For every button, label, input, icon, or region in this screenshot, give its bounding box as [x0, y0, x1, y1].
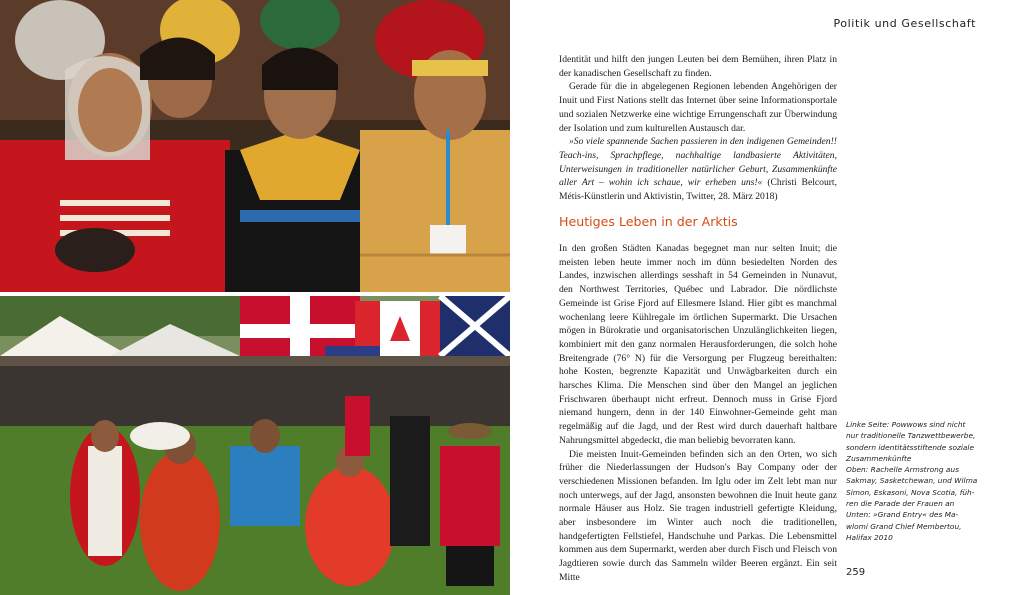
paragraph: Die meisten Inuit-Gemeinden befinden sich an den Orten, wo sich früher die Niederlassungen der Hudson's Bay Company oder der verschiedenen Missionen befanden. Im Iglu oder im Zelt lebt man nur noch unterwegs, auf der Jagd, ansonsten bewohnen die Inuit heute ganz normale Häuser aus Holz. Sie tragen industriell gefertigte Kleidung, aber insbesondere im Winter auch noch die traditionellen, handgefertigten Fellstiefel, Handschuhe und Parkas. Die Lebensmittel kommen aus dem Supermarkt, werden aber durch Fisch und Fleisch von Jagdtieren sowie durch das Sammeln wilder Beeren ergänzt. Ein seit Mitte	[559, 448, 837, 583]
quote	[559, 135, 837, 204]
caption-line: sondern identitätsstiftende soziale	[846, 442, 975, 452]
caption-line: ren die Parade der Frauen an	[846, 499, 955, 509]
caption-line: Sakmay, Sasketchewan, und Wilma	[846, 476, 978, 486]
page-number: 259	[846, 567, 866, 578]
caption-line: Linke Seite: Powwows sind nicht	[846, 420, 966, 429]
paragraph: Gerade für die in abgelegenen Regionen lebenden Angehörigen der Inuit und First Nations stellt das Internet über seine Informationsportale und sozialen Netzwerke eine wichtige Errungenschaft zur Überwindung der Isolation und zum kulturellen Austausch dar.	[559, 81, 837, 134]
caption-line: Oben: Rachelle Armstrong aus	[846, 465, 959, 475]
photo-caption	[846, 419, 984, 543]
running-head: Politik und Gesellschaft	[833, 17, 976, 30]
quote-text: »So viele spannende Sachen passieren in den indigenen Gemeinden!! Teach-ins, Sprachpflege, nachhaltige landbasierte Aktivitäten, Unterweisungen in traditioneller natürlicher Geburt, Zusammenkünfte aller Art – wohin ich schaue, wir erheben uns!«	[559, 136, 837, 189]
photo-grand-entry-dancers-flags	[0, 296, 510, 595]
caption-line: Simon, Eskasoni, Nova Scotia, füh-	[846, 487, 975, 497]
paragraph: In den großen Städten Kanadas begegnet man nur selten Inuit; die meisten leben heute immer noch im dünn besiedelten Norden des Landes, inzwischen allerdings sesshaft in 54 Gemeinden in Nunavut, den Northwest Territories, Québec und Labrador. Die nördlichste Gemeinde ist Grise Fjord auf Ellesmere Island. Hier gibt es manchmal wochenlang leere Kühlregale im örtlichen Supermarkt. Die Ursachen mögen in Bürokratie und organisatorischen Unzulänglichkeiten liegen, kombiniert mit den ganz normalen Herausforderungen, die solch hohe Breitengrade (76° N) für die Versorgung per Flugzeug bereithalten: hohe Kosten, begrenzte Kapazität und Unwägbarkeiten durch ein harsches Klima. Die Menschen sind über den Mangel an jeglichen Frischwaren überhaupt nicht erfreut. Dennoch muss in Grise Fjord niemand hungern, denn in der 140 Einwohner-Gemeinde geht man regelmäßig auf die Jagd, und der Rest wird durch dauerhaft haltbare Nahrungsmittel abgedeckt, die man beliebig bevorraten kann.	[559, 243, 837, 446]
quote-attribution: (Christi Belcourt, Métis-Künstlerin und Aktivistin, Twitter, 28. März 2018)	[559, 177, 837, 203]
caption-line: Halifax 2010	[846, 532, 893, 542]
caption-line: Unten: »Grand Entry« des Ma-	[846, 510, 959, 520]
section-heading: Heutiges Leben in der Arktis	[559, 214, 738, 229]
intro-text-block	[559, 53, 837, 204]
paragraph: Identität und hilft den jungen Leuten bei dem Bemühen, ihren Platz in der kanadischen Gesellschaft zu finden.	[559, 54, 837, 79]
photo-powwow-women-parade	[0, 0, 510, 292]
caption-line: nur traditionelle Tanzwettbewerbe,	[846, 431, 976, 441]
caption-line: wlomi Grand Chief Membertou,	[846, 521, 962, 531]
caption-line: Zusammenkünfte	[846, 453, 912, 463]
body-text-block	[559, 242, 837, 585]
